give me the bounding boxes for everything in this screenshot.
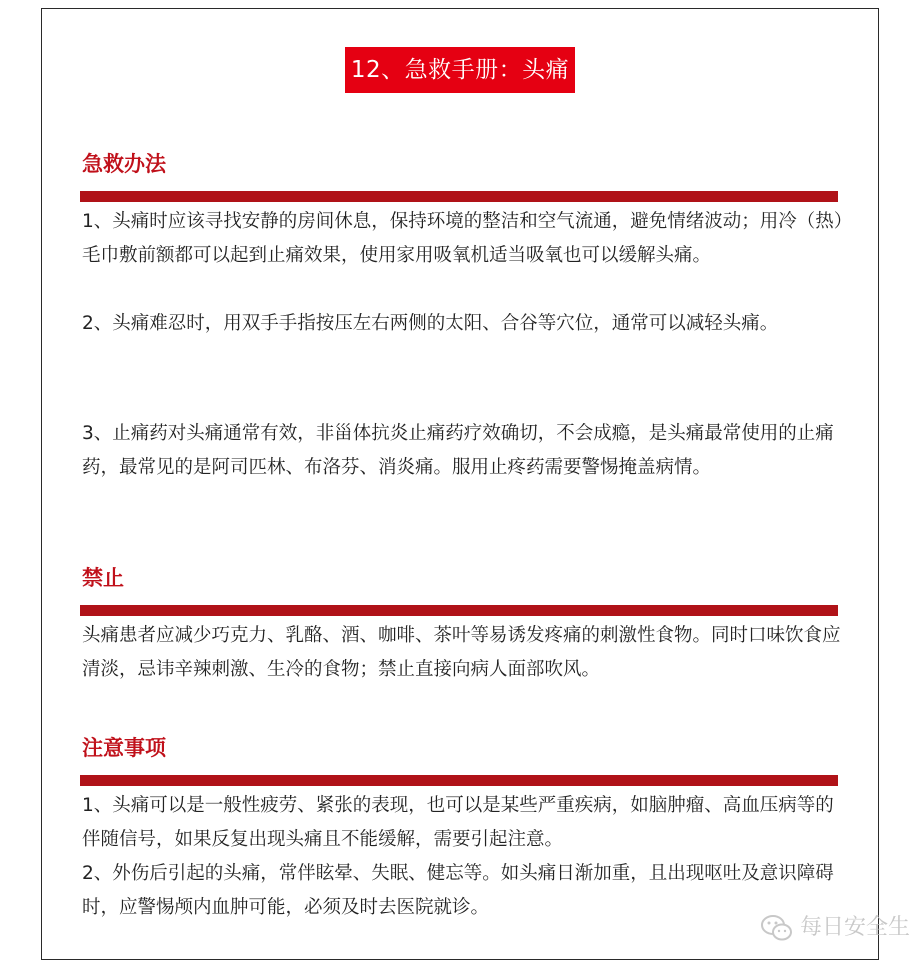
notes-paragraph-1: 1、头痛可以是一般性疲劳、紧张的表现，也可以是某些严重疾病，如脑肿瘤、高血压病等的伴随信号，如果反复出现头痛且不能缓解，需要引起注意。 bbox=[82, 795, 834, 850]
prohibited-paragraph-1: 头痛患者应减少巧克力、乳酪、酒、咖啡、茶叶等易诱发疼痛的刺激性食物。同时口味饮食应清淡，忌讳辛辣刺激、生冷的食物；禁止直接向病人面部吹风。 bbox=[82, 625, 841, 680]
document-frame bbox=[41, 8, 879, 960]
first-aid-paragraph-2: 2、头痛难忍时，用双手手指按压左右两侧的太阳、合谷等穴位，通常可以减轻头痛。 bbox=[82, 313, 779, 334]
watermark bbox=[760, 908, 922, 948]
section-divider-notes bbox=[80, 775, 838, 786]
section-divider-first-aid bbox=[80, 191, 838, 202]
section-heading-notes: 注意事项 bbox=[82, 736, 166, 760]
first-aid-paragraph-1: 1、头痛时应该寻找安静的房间休息，保持环境的整洁和空气流通，避免情绪波动；用冷（热）毛巾敷前额都可以起到止痛效果，使用家用吸氧机适当吸氧也可以缓解头痛。 bbox=[82, 211, 844, 266]
section-heading-prohibited: 禁止 bbox=[82, 566, 124, 590]
wechat-icon bbox=[760, 913, 794, 943]
watermark-text: 每日安全生 bbox=[800, 915, 911, 940]
notes-paragraph-2: 2、外伤后引起的头痛，常伴眩晕、失眠、健忘等。如头痛日渐加重，且出现呕吐及意识障碍时，应警惕颅内血肿可能，必须及时去医院就诊。 bbox=[82, 863, 834, 918]
first-aid-paragraph-3: 3、止痛药对头痛通常有效，非甾体抗炎止痛药疗效确切，不会成瘾，是头痛最常使用的止痛药，最常见的是阿司匹林、布洛芬、消炎痛。服用止疼药需要警惕掩盖病情。 bbox=[82, 423, 834, 478]
page-title: 12、急救手册：头痛 bbox=[345, 47, 575, 93]
section-divider-prohibited bbox=[80, 605, 838, 616]
section-heading-first-aid: 急救办法 bbox=[82, 152, 166, 176]
title-wrap bbox=[42, 47, 878, 93]
